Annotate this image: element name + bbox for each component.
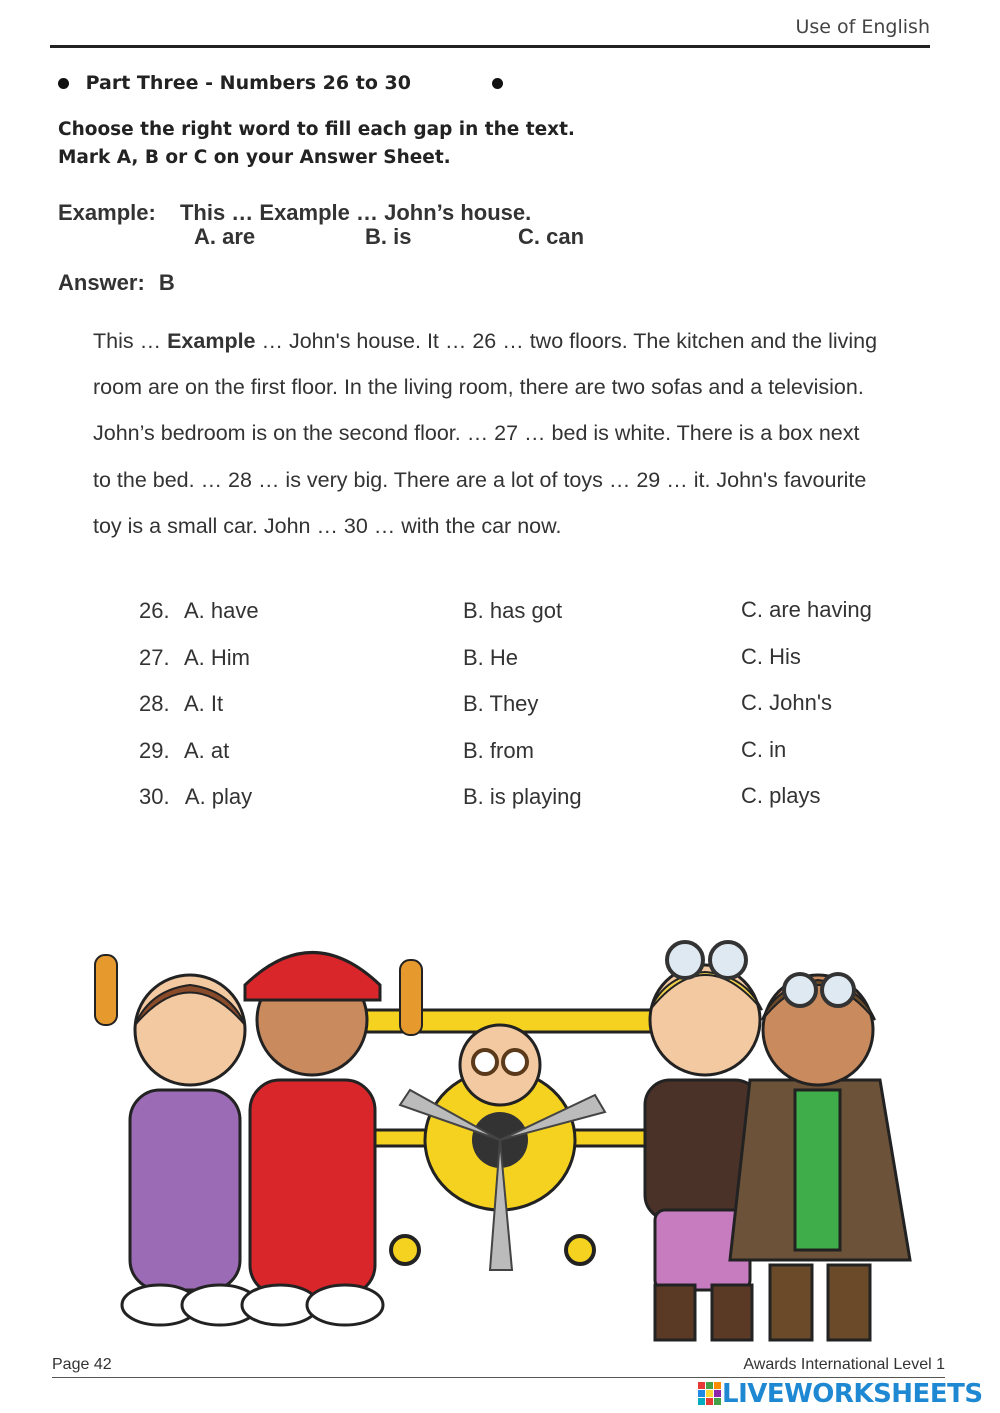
passage-text: This …	[93, 329, 168, 353]
goggle-icon	[667, 942, 703, 978]
example-sentence: This … Example … John’s house.	[179, 200, 532, 225]
passage-line	[93, 318, 973, 364]
option-b[interactable]: B. is playing	[463, 784, 582, 809]
option-b[interactable]: B. He	[463, 645, 519, 670]
plane-wheel	[391, 1236, 419, 1264]
flag-icon	[95, 955, 117, 1025]
goggle-icon	[784, 974, 816, 1006]
passage-line: John’s bedroom is on the second floor. … 27 … bed is white. There is a box next	[93, 421, 860, 446]
option-b[interactable]: B. from	[463, 738, 534, 763]
passage-text: … John's house. It … 26 … two floors. The kitchen and the living	[255, 329, 878, 353]
passage-line: to the bed. … 28 … is very big. There are a lot of toys … 29 … it. John's favourite	[93, 467, 867, 492]
shoe-icon	[307, 1285, 383, 1325]
goggle-icon	[503, 1050, 527, 1074]
kid-red-suit	[250, 1080, 375, 1295]
example-row	[58, 200, 531, 226]
option-a[interactable]: A. play	[180, 784, 253, 809]
goggle-icon	[822, 974, 854, 1006]
kid-purple-suit	[130, 1090, 240, 1290]
question-number: 27.	[139, 645, 170, 670]
kid-green-vest	[795, 1090, 840, 1250]
option-b[interactable]: B. They	[463, 691, 539, 716]
question-number: 30.	[139, 784, 170, 809]
example-option-c: C. can	[518, 224, 585, 249]
option-a[interactable]: A. at	[184, 738, 230, 763]
example-option-a: A. are	[194, 224, 256, 249]
question-number: 29.	[139, 738, 170, 763]
footer-divider	[52, 1377, 945, 1378]
kid-face	[650, 965, 760, 1075]
boot-icon	[655, 1285, 695, 1340]
instructions	[58, 116, 575, 172]
option-a[interactable]: A. have	[184, 598, 259, 623]
liveworksheets-text: LIVEWORKSHEETS	[722, 1379, 983, 1409]
option-b[interactable]: B. has got	[463, 598, 563, 623]
instruction-line: Choose the right word to fill each gap in the text.	[58, 119, 575, 140]
instruction-line: Mark A, B or C on your Answer Sheet.	[58, 147, 451, 168]
plane-wheel	[566, 1236, 594, 1264]
header-title: Use of English	[795, 16, 930, 38]
answer-value: B	[158, 270, 175, 295]
flag-icon	[400, 960, 422, 1035]
option-a[interactable]: A. It	[184, 691, 224, 716]
aviators-illustration	[80, 930, 920, 1350]
example-label: Example:	[58, 200, 156, 225]
kid-face	[763, 975, 873, 1085]
header-divider	[50, 45, 930, 48]
page-number: Page 42	[52, 1356, 112, 1373]
option-c[interactable]: C. His	[741, 644, 801, 669]
option-c[interactable]: C. plays	[741, 783, 821, 808]
passage-example-word: Example	[167, 329, 256, 353]
liveworksheets-icon	[698, 1382, 722, 1406]
option-c[interactable]: C. John's	[741, 690, 833, 715]
boot-icon	[828, 1265, 870, 1340]
footer-level: Awards International Level 1	[743, 1356, 945, 1373]
question-number: 26.	[139, 598, 170, 623]
reading-passage	[93, 318, 973, 549]
passage-line: room are on the first floor. In the living room, there are two sofas and a television.	[93, 375, 864, 400]
goggle-icon	[710, 942, 746, 978]
liveworksheets-logo[interactable]	[698, 1379, 983, 1409]
option-a[interactable]: A. Him	[184, 645, 250, 670]
part-title: Part Three - Numbers 26 to 30	[85, 72, 411, 94]
option-c[interactable]: C. are having	[741, 597, 872, 622]
goggle-icon	[473, 1050, 497, 1074]
passage-line: toy is a small car. John … 30 … with the car now.	[93, 513, 562, 538]
question-number: 28.	[139, 691, 170, 716]
bullet-icon	[58, 78, 69, 89]
pilot-cap-icon	[245, 953, 380, 1001]
bullet-icon	[492, 78, 503, 89]
option-c[interactable]: C. in	[741, 737, 787, 762]
example-answer	[58, 270, 175, 296]
example-option-b: B. is	[365, 224, 412, 249]
answer-label: Answer:	[58, 270, 145, 295]
boot-icon	[712, 1285, 752, 1340]
part-heading	[58, 72, 411, 94]
boot-icon	[770, 1265, 812, 1340]
